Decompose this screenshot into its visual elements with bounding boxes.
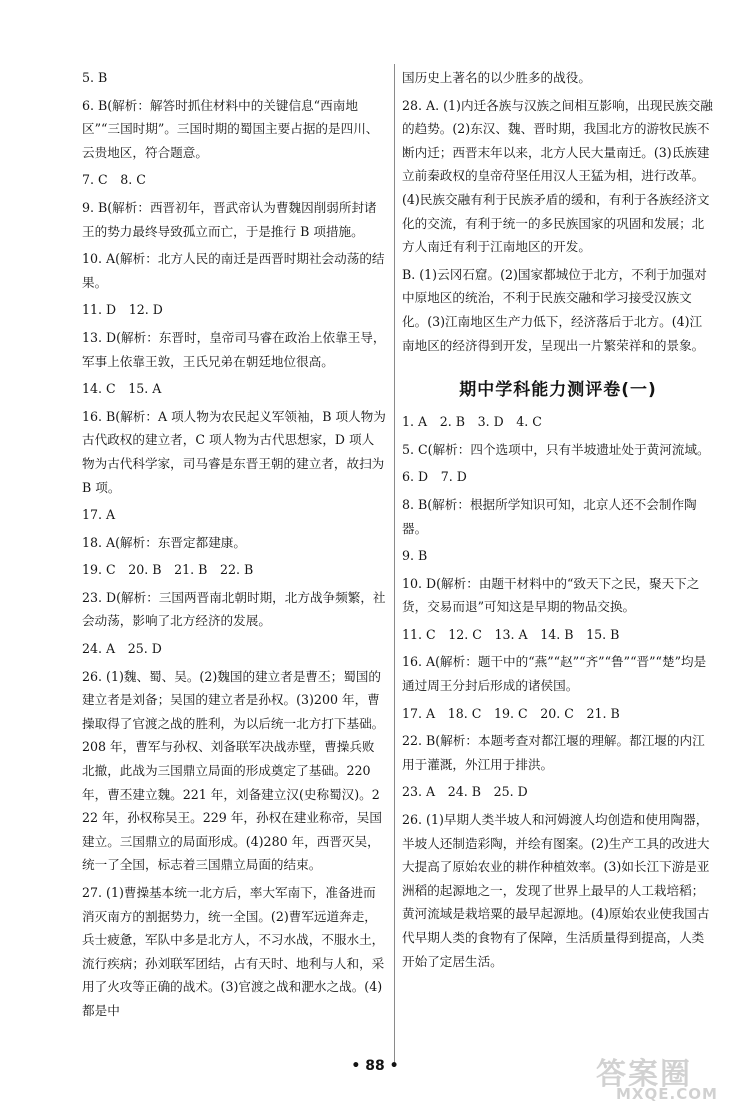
answer-item: B. (1)云冈石窟。(2)国家都城位于北方，不利于加强对中原地区的统治，不利于民族交融和学习接受汉族文化。(3)江南地区生产力低下，经济落后于北方。(4)江南地区的经济得到开发，呈现出一片繁荣祥和的景象。: [402, 266, 707, 353]
answer-item: 国历史上著名的以少胜多的战役。: [402, 70, 591, 85]
answer-item: 16. A(解析：题干中的“燕”“赵”“齐”“鲁”“晋”“楚”均是通过周王分封后形成的诸侯国。: [402, 654, 707, 694]
answer-item: 22. B(解析：本题考查对都江堰的理解。都江堰的内江用于灌溉，外江用于排洪。: [402, 733, 705, 772]
right-column: [402, 66, 714, 977]
answer-item: 5. B: [82, 70, 108, 85]
answer-item: 26. (1)早期人类半坡人和河姆渡人均创造和使用陶器，半坡人还制造彩陶，并绘有图案。(2)生产工具的改进大大提高了原始农业的耕作种植效率。(3)如长江下游是亚洲稻的起源地之一，发现了世界上最早的人工栽培稻；黄河流域是栽培粟的最早起源地。(4)原始农业使我国古代早期人类的食物有了保障，生活质量得到提高，人类开始了定居生活。: [402, 812, 710, 969]
left-column: [82, 66, 386, 1027]
answer-item: 8. B(解析：根据所学知识可知，北京人还不会制作陶器。: [402, 496, 697, 536]
answer-item: 6. D 7. D: [402, 469, 467, 485]
answer-item: 17. A: [82, 507, 116, 523]
answer-item: 9. B: [402, 548, 428, 564]
watermark-text: 答案圈: [596, 1057, 692, 1092]
column-divider: [394, 64, 395, 1064]
answer-item: 26. (1)魏、蜀、吴。(2)魏国的建立者是曹丕；蜀国的建立者是刘备；吴国的建立者是孙权。(3)200 年，曹操取得了官渡之战的胜利，为以后统一北方打下基础。208 年，曹军与孙权、刘备联军决战赤壁，曹操兵败北撤，此战为三国鼎立局面的形成奠定了基础。220 年，曹丕建立魏。221 年，刘备建立汉(史称蜀汉)。222 年，孙权称吴王。229 年，孙权在建业称帝，吴国建立。三国鼎立的局面形成。(4)280 年，西晋灭吴，统一了全国，标志着三国鼎立局面的结束。: [82, 668, 385, 873]
answer-item: 24. A 25. D: [82, 641, 162, 657]
answer-item: 9. B(解析：西晋初年，晋武帝认为曹魏因削弱所封诸王的势力最终导致孤立而亡，于是推行 B 项措施。: [82, 199, 377, 239]
answer-item: 17. A 18. C 19. C 20. C 21. B: [402, 705, 620, 721]
answer-item: 5. C(解析：四个选项中，只有半坡遗址处于黄河流域。: [402, 441, 710, 457]
answer-item: 7. C 8. C: [82, 172, 146, 188]
answer-item: 19. C 20. B 21. B 22. B: [82, 562, 254, 578]
answer-item: 23. D(解析：三国两晋南北朝时期，北方战争频繁，社会动荡，影响了北方经济的发展。: [82, 589, 386, 629]
answer-item: 11. C 12. C 13. A 14. B 15. B: [402, 626, 620, 642]
answer-item: 27. (1)曹操基本统一北方后，率大军南下，准备进而消灭南方的割据势力，统一全国。(2)曹军远道奔走，兵士疲惫，军队中多是北方人，不习水战，不服水土，流行疾病；孙刘联军团结，占有天时、地利与人和，采用了火攻等正确的战术。(3)官渡之战和淝水之战。(4)都是中: [82, 885, 385, 1018]
answer-item: 11. D 12. D: [82, 302, 163, 318]
watermark-url: MXQE.COM: [616, 1085, 718, 1103]
answer-item: 13. D(解析：东晋时，皇帝司马睿在政治上依靠王导，军事上依靠王敦，王氏兄弟在朝廷地位很高。: [82, 329, 386, 369]
answer-item: 10. A(解析：北方人民的南迁是西晋时期社会动荡的结果。: [82, 251, 385, 290]
answer-item: 28. A. (1)内迁各族与汉族之间相互影响，出现民族交融的趋势。(2)东汉、魏、晋时期，我国北方的游牧民族不断内迁；西晋末年以来，北方人民大量南迁。(3)氐族建立前秦政权的皇帝苻坚任用汉人王猛为相，进行改革。(4)民族交融有利于民族矛盾的缓和，有利于各族经济文化的交流，有利于统一的多民族国家的巩固和发展；北方人南迁有利于江南地区的开发。: [402, 97, 713, 255]
answer-item: 23. A 24. B 25. D: [402, 784, 528, 800]
page-number: • 88 •: [351, 1058, 399, 1074]
answer-item: 18. A(解析：东晋定都建康。: [82, 534, 246, 550]
answer-item: 6. B(解析：解答时抓住材料中的关键信息“西南地区”“三国时期”。三国时期的蜀国主要占据的是四川、云贵地区，符合题意。: [82, 97, 379, 160]
answer-item: 1. A 2. B 3. D 4. C: [402, 414, 542, 430]
answer-item: 14. C 15. A: [82, 381, 162, 397]
section-title: 期中学科能力测评卷(一): [459, 380, 657, 401]
answer-item: 16. B(解析：A 项人物为农民起义军领袖，B 项人物为古代政权的建立者，C 项人物为古代思想家，D 项人物为古代科学家，司马睿是东晋王朝的建立者，故扫为 B 项。: [82, 408, 386, 495]
watermark-logo: [590, 1047, 738, 1107]
answer-item: 10. D(解析：由题干材料中的“致天下之民，聚天下之货，交易而退”可知这是早期的物品交换。: [402, 575, 700, 615]
